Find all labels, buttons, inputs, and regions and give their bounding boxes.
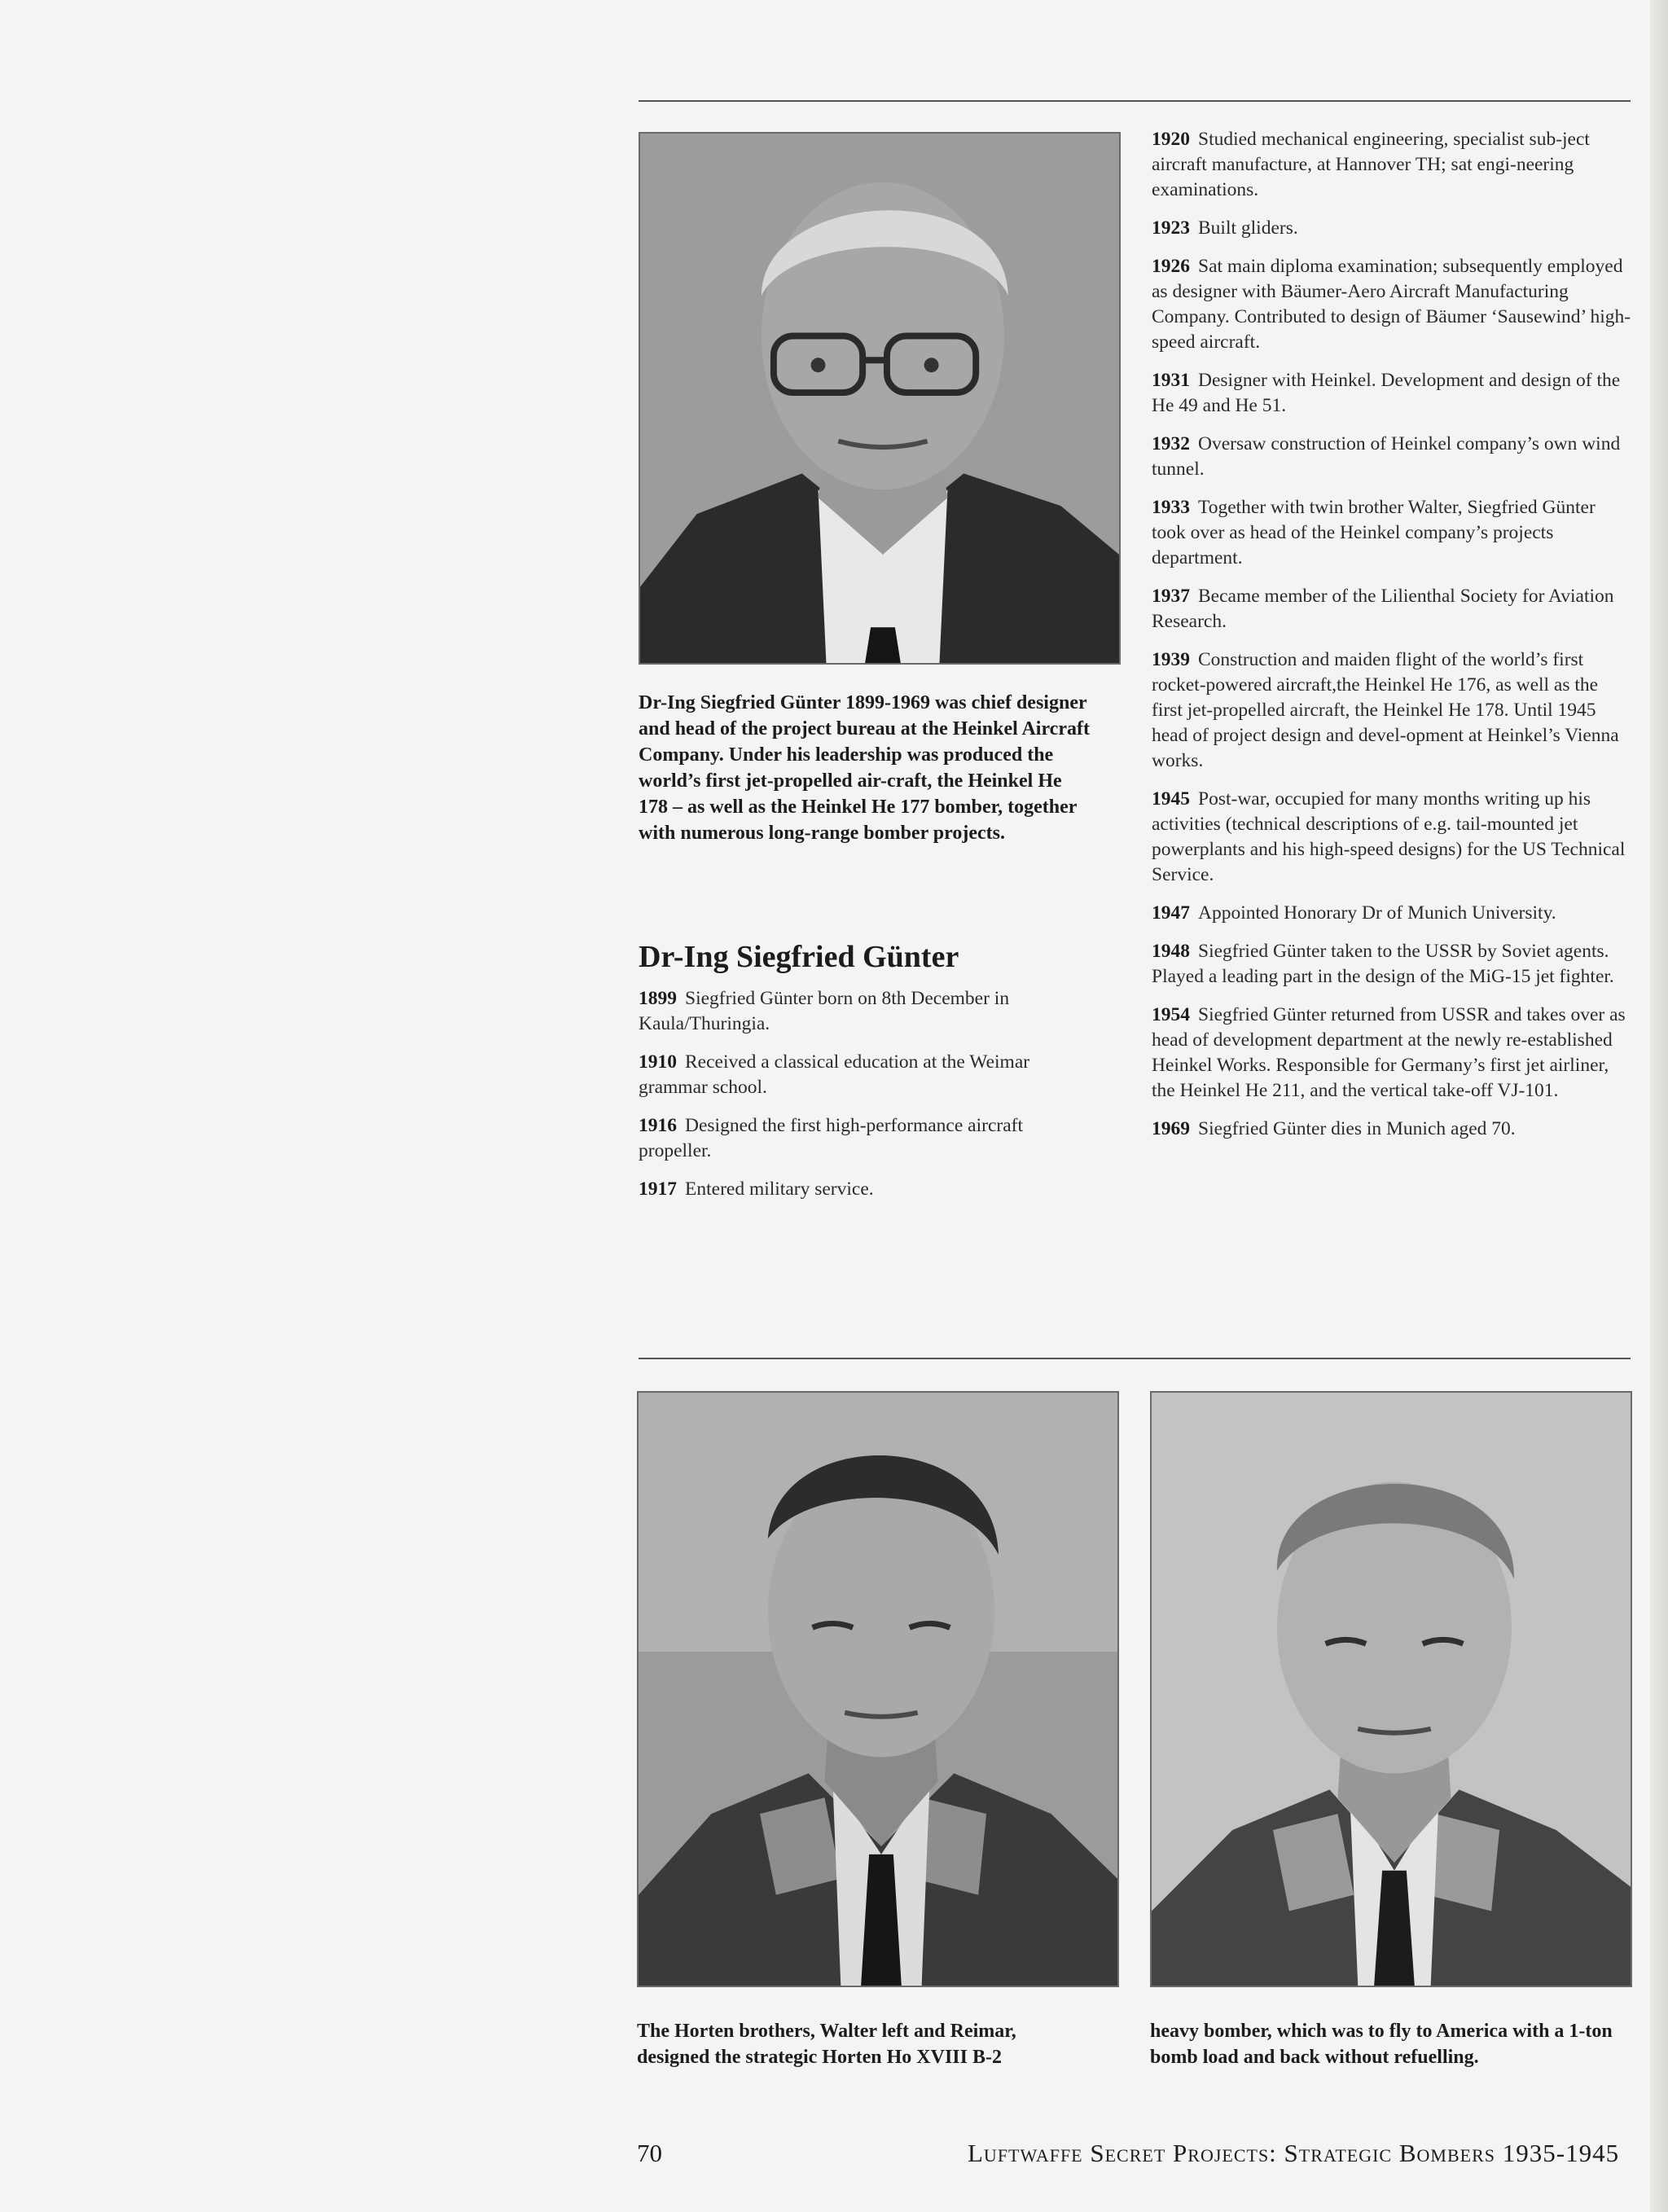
timeline-year: 1932 bbox=[1152, 433, 1190, 454]
footer-book-title: Luftwaffe Secret Projects: Strategic Bombers 1935-1945 bbox=[968, 2139, 1620, 2167]
walter-horten-photo bbox=[637, 1391, 1119, 1987]
timeline-right-column bbox=[1152, 127, 1632, 1155]
portrait-gunter-caption: Dr-Ing Siegfried Günter 1899-1969 was chief designer and head of the project bureau at the Heinkel Aircraft Company. Under his leadership was produced the world’s first jet-propelled air-craft, the Heinkel He 178 – as well as the Heinkel He 177 bomber, together with numerous long-range bomber projects. bbox=[639, 692, 1090, 844]
timeline-text: Siegfried Günter returned from USSR and takes over as head of development department at the newly re-established Heinkel Works. Responsible for Germany’s first jet airliner, the Heinkel He 211, and the vertical take-off VJ-101. bbox=[1152, 1004, 1626, 1101]
footer-page-number: 70 bbox=[637, 2139, 662, 2167]
timeline-text: Sat main diploma examination; subsequently employed as designer with Bäumer-Aero Aircraft Manufacturing Company. Contributed to design of Bäumer ‘Sausewind’ high-speed aircraft. bbox=[1152, 256, 1631, 353]
timeline-entry bbox=[1152, 216, 1632, 241]
timeline-text: Studied mechanical engineering, specialist sub-ject aircraft manufacture, at Hannover TH; sat engi-neering examinations. bbox=[1152, 129, 1590, 200]
horten-caption-right: heavy bomber, which was to fly to America with a 1-ton bomb load and back without refuelling. bbox=[1150, 2021, 1613, 2068]
timeline-year: 1947 bbox=[1152, 902, 1190, 924]
timeline-entry bbox=[1152, 1117, 1632, 1142]
horten-caption-left: The Horten brothers, Walter left and Reimar, designed the strategic Horten Ho XVIII B-2 bbox=[637, 2021, 1016, 2068]
reimar-horten-photo bbox=[1150, 1391, 1632, 1987]
timeline-entry bbox=[639, 986, 1095, 1037]
timeline-entry bbox=[1152, 787, 1632, 888]
top-rule bbox=[639, 100, 1631, 102]
timeline-entry bbox=[1152, 495, 1632, 571]
timeline-year: 1917 bbox=[639, 1178, 677, 1200]
timeline-text: Construction and maiden flight of the world’s first rocket-powered aircraft,the Heinkel He 176, as well as the first jet-propelled aircraft, the Heinkel He 178. Until 1945 head of project design and devel-opment at Heinkel’s Vienna works. bbox=[1152, 649, 1619, 771]
timeline-left-column bbox=[639, 986, 1095, 1215]
timeline-year: 1933 bbox=[1152, 497, 1190, 518]
timeline-text: Siegfried Günter born on 8th December in Kaula/Thuringia. bbox=[639, 988, 1010, 1034]
timeline-entry bbox=[1152, 1003, 1632, 1104]
timeline-year: 1931 bbox=[1152, 370, 1190, 391]
timeline-text: Together with twin brother Walter, Siegfried Günter took over as head of the Heinkel company’s projects department. bbox=[1152, 497, 1596, 568]
timeline-text: Designer with Heinkel. Development and design of the He 49 and He 51. bbox=[1152, 370, 1621, 416]
section-heading: Dr-Ing Siegfried Günter bbox=[639, 940, 959, 974]
timeline-year: 1910 bbox=[639, 1051, 677, 1073]
timeline-year: 1899 bbox=[639, 988, 677, 1009]
timeline-text: Post-war, occupied for many months writing up his activities (technical descriptions of e.g. tail-mounted jet powerplants and his high-speed designs) for the US Technical Service. bbox=[1152, 788, 1626, 885]
timeline-entry bbox=[639, 1177, 1095, 1202]
timeline-year: 1969 bbox=[1152, 1118, 1190, 1139]
timeline-text: Built gliders. bbox=[1198, 217, 1298, 239]
timeline-year: 1926 bbox=[1152, 256, 1190, 277]
timeline-year: 1937 bbox=[1152, 586, 1190, 607]
timeline-entry bbox=[1152, 939, 1632, 990]
timeline-entry bbox=[639, 1050, 1095, 1100]
timeline-entry bbox=[1152, 127, 1632, 203]
middle-rule bbox=[639, 1358, 1631, 1359]
timeline-year: 1920 bbox=[1152, 129, 1190, 150]
timeline-year: 1916 bbox=[639, 1115, 677, 1136]
timeline-text: Became member of the Lilienthal Society for Aviation Research. bbox=[1152, 586, 1614, 632]
timeline-text: Oversaw construction of Heinkel company’s own wind tunnel. bbox=[1152, 433, 1621, 480]
timeline-year: 1948 bbox=[1152, 941, 1190, 962]
timeline-text: Received a classical education at the Weimar grammar school. bbox=[639, 1051, 1030, 1098]
timeline-year: 1939 bbox=[1152, 649, 1190, 670]
timeline-entry bbox=[1152, 647, 1632, 774]
timeline-text: Entered military service. bbox=[685, 1178, 874, 1200]
timeline-entry bbox=[1152, 901, 1632, 926]
timeline-entry bbox=[639, 1113, 1095, 1164]
timeline-text: Siegfried Günter taken to the USSR by Soviet agents. Played a leading part in the design of the MiG-15 jet fighter. bbox=[1152, 941, 1614, 987]
timeline-text: Siegfried Günter dies in Munich aged 70. bbox=[1198, 1118, 1516, 1139]
timeline-entry bbox=[1152, 432, 1632, 482]
portrait-gunter-photo bbox=[639, 132, 1121, 665]
timeline-year: 1923 bbox=[1152, 217, 1190, 239]
timeline-entry bbox=[1152, 368, 1632, 419]
timeline-text: Designed the first high-performance aircraft propeller. bbox=[639, 1115, 1023, 1161]
timeline-year: 1954 bbox=[1152, 1004, 1190, 1025]
page-edge bbox=[1650, 0, 1668, 2212]
timeline-year: 1945 bbox=[1152, 788, 1190, 810]
timeline-entry bbox=[1152, 254, 1632, 355]
timeline-text: Appointed Honorary Dr of Munich University. bbox=[1198, 902, 1556, 924]
timeline-entry bbox=[1152, 584, 1632, 634]
